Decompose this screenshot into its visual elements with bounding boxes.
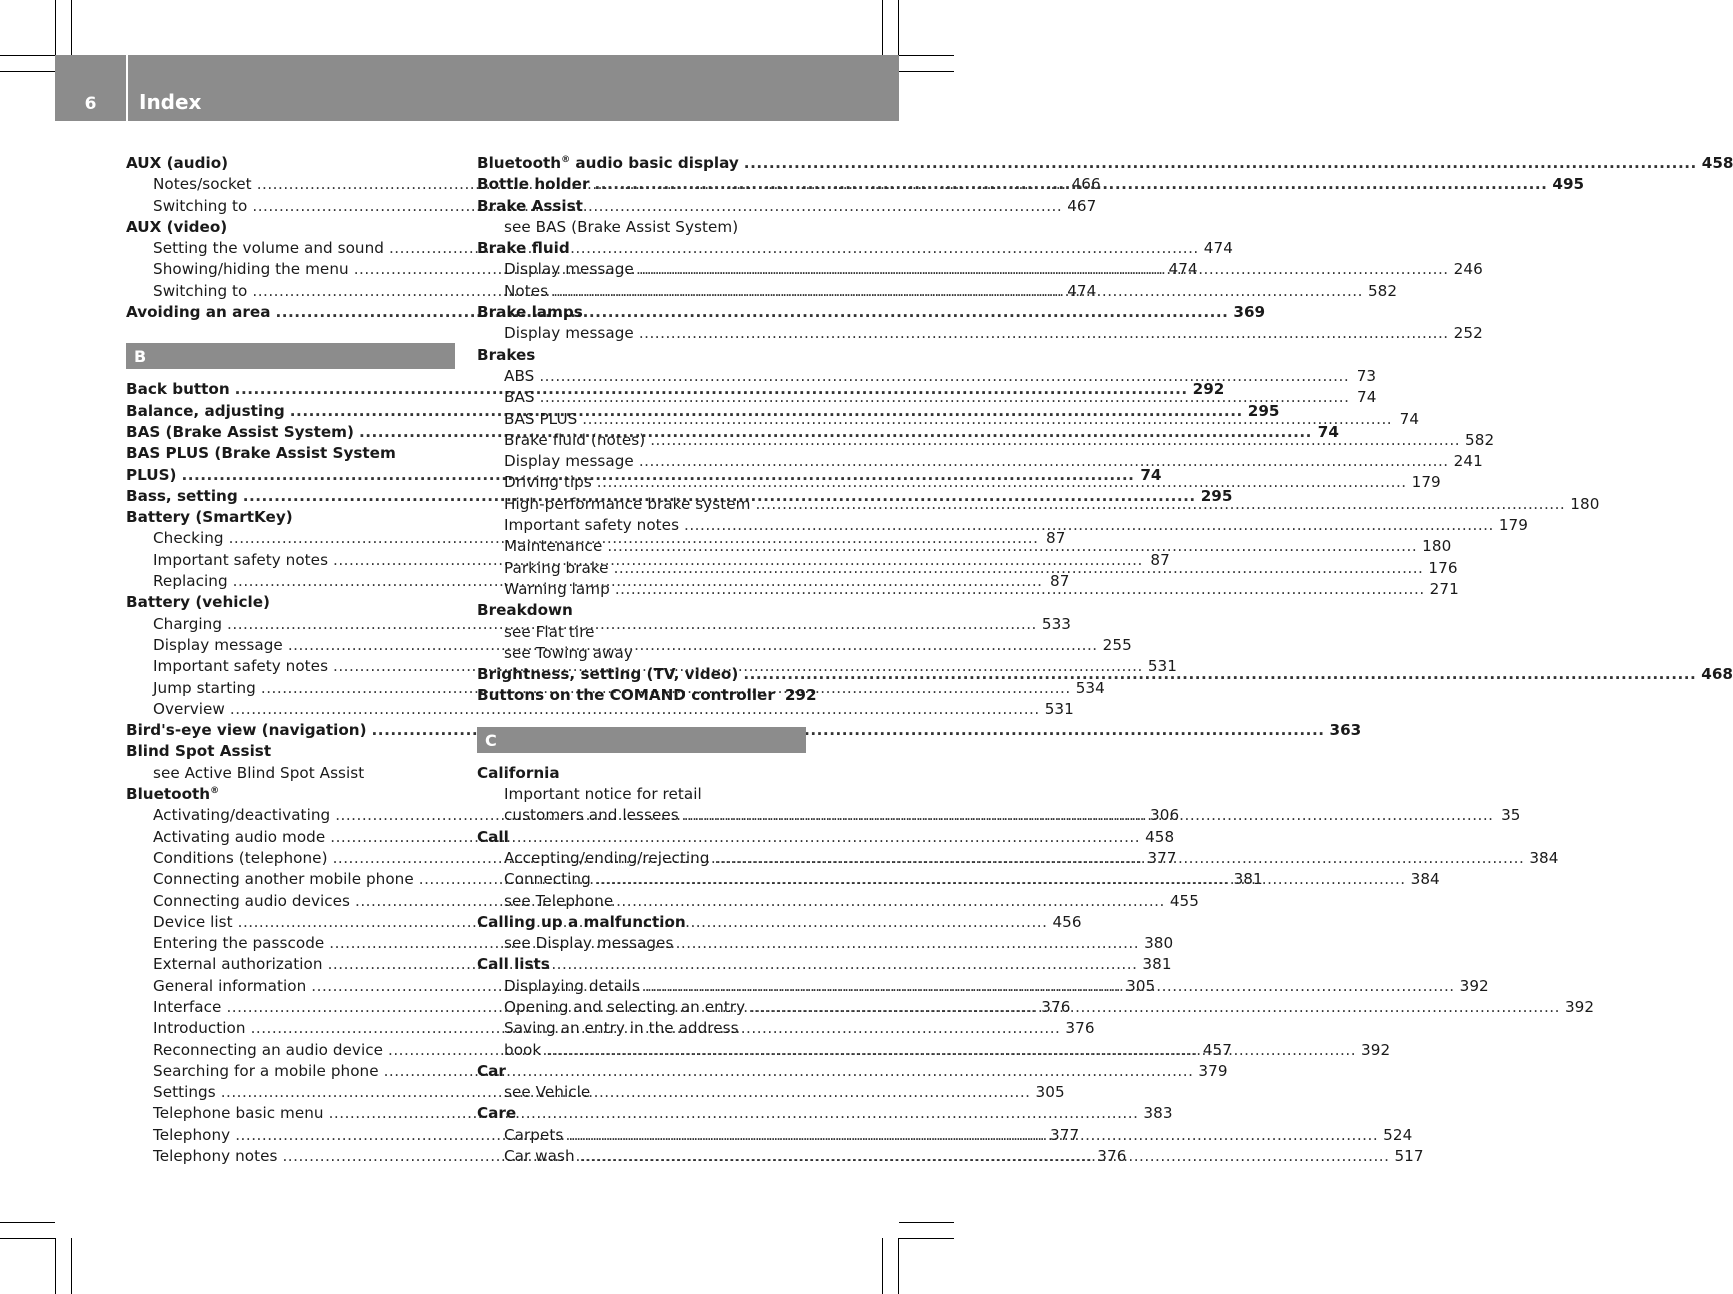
index-entry: [126, 507, 455, 528]
entry-label: Display message: [153, 635, 283, 654]
leader-dots: [639, 451, 1449, 472]
page-reference: 392: [1361, 1040, 1391, 1059]
entry-label: Interface: [153, 997, 222, 1016]
page-reference: 179: [1411, 473, 1441, 492]
entry-label: ABS: [504, 366, 535, 385]
entry-label: Brightness, setting (TV, video): [477, 665, 739, 684]
index-entry: [477, 153, 1733, 174]
page-reference: 292: [784, 686, 817, 705]
leader-dots: [582, 409, 1392, 430]
section-header: C: [477, 727, 806, 753]
leader-dots: [684, 515, 1494, 536]
leader-dots: [715, 848, 1525, 869]
index-subentry: [477, 217, 806, 238]
leader-dots: [546, 1040, 1356, 1061]
index-subentry: [477, 323, 1483, 344]
index-entry: [477, 196, 806, 217]
index-entry: [126, 784, 455, 805]
index-subentry: [126, 699, 1074, 720]
entry-label: Showing/hiding the menu: [153, 260, 349, 279]
index-subentry: [477, 1018, 806, 1039]
index-entry: [477, 912, 806, 933]
index-subentry: [477, 451, 1483, 472]
page-reference: 474: [1203, 239, 1233, 258]
page-reference: 74: [1399, 409, 1420, 428]
entry-label: see Vehicle: [504, 1083, 591, 1102]
index-subentry: [477, 891, 806, 912]
page-reference: 369: [1233, 303, 1266, 322]
page-reference: 457: [1202, 1040, 1232, 1059]
crop-mark: [55, 1238, 56, 1294]
page-reference: 534: [1075, 678, 1105, 697]
leader-dots: [639, 259, 1449, 280]
index-entry: [477, 685, 817, 706]
page-reference: 384: [1529, 848, 1559, 867]
leader-dots: [750, 997, 1560, 1018]
entry-label: Brake fluid (notes): [504, 430, 646, 449]
entry-label: Opening and selecting an entry: [504, 997, 746, 1016]
entry-label: External authorization: [153, 955, 323, 974]
index-subentry: [477, 1082, 806, 1103]
entry-label: book: [504, 1040, 542, 1059]
entry-label: PLUS): [126, 465, 177, 484]
page-reference: 380: [1144, 934, 1174, 953]
entry-label: Bottle holder: [477, 175, 590, 194]
page-reference: 305: [1126, 976, 1156, 995]
crop-mark: [0, 71, 55, 72]
entry-label: High-performance brake system: [504, 494, 751, 513]
page-reference: 458: [1701, 154, 1733, 172]
page-reference: 379: [1198, 1061, 1228, 1080]
page-reference: 582: [1465, 430, 1495, 449]
index-subentry: [126, 763, 455, 784]
leader-dots: [580, 1146, 1390, 1167]
entry-label: Charging: [153, 614, 223, 633]
index-entry: [477, 302, 806, 323]
entry-label: Activating audio mode: [153, 827, 326, 846]
entry-label: Switching to: [153, 196, 248, 215]
page-reference: 376: [1065, 1019, 1095, 1038]
page-number: 6: [84, 94, 97, 114]
entry-label: Connecting another mobile phone: [153, 870, 414, 889]
entry-label: Display message: [504, 452, 634, 471]
page-reference: 292: [1192, 380, 1225, 399]
page-reference: 305: [1035, 1083, 1065, 1102]
index-entry: [477, 827, 806, 848]
entry-label: Telephony: [153, 1125, 231, 1144]
entry-label: Call: [477, 827, 509, 846]
entry-label: Breakdown: [477, 601, 573, 620]
page-reference: 392: [1564, 997, 1595, 1016]
page-reference: 384: [1410, 870, 1440, 889]
entry-label: Care: [477, 1104, 517, 1123]
page-reference: 252: [1453, 324, 1483, 343]
header-divider: [126, 55, 128, 121]
page-reference: 74: [1356, 388, 1377, 407]
entry-label: Back button: [126, 380, 230, 399]
page-reference: 295: [1200, 486, 1233, 505]
entry-label: Battery (vehicle): [126, 593, 270, 612]
page-reference: 376: [1097, 1147, 1127, 1166]
entry-label: Important safety notes: [153, 550, 329, 569]
entry-label: Introduction: [153, 1019, 246, 1038]
section-header: B: [126, 343, 455, 369]
index-entry: [477, 954, 806, 975]
page-reference: 381: [1142, 955, 1172, 974]
page-reference: 363: [1329, 721, 1362, 740]
leader-dots: [743, 664, 1696, 685]
entry-label: Display message: [504, 324, 634, 343]
page-reference: 474: [1168, 260, 1198, 279]
entry-label: Conditions (telephone): [153, 848, 328, 867]
page-reference: 87: [1050, 572, 1070, 591]
page-reference: 74: [1140, 465, 1162, 484]
page-reference: 377: [1050, 1125, 1080, 1144]
leader-dots: [594, 174, 1547, 195]
page-reference: 306: [1150, 806, 1180, 825]
page-reference: 35: [1501, 806, 1521, 825]
entry-label: Buttons on the COMAND controller: [477, 686, 775, 705]
page-reference: 246: [1453, 260, 1483, 279]
leader-dots: [596, 869, 1406, 890]
page-reference: 271: [1429, 579, 1459, 598]
page-reference: 376: [1041, 997, 1071, 1016]
page-reference: 458: [1145, 827, 1175, 846]
leader-dots: [614, 558, 1424, 579]
page-reference: 474: [1067, 281, 1097, 300]
entry-label: Checking: [153, 529, 224, 548]
leader-dots: [568, 1125, 1378, 1146]
entry-label: Overview: [153, 699, 225, 718]
entry-label: Device list: [153, 912, 233, 931]
page-reference: 466: [1071, 175, 1101, 194]
crop-mark: [899, 71, 954, 72]
page-reference: 381: [1233, 870, 1263, 889]
page-reference: 179: [1498, 516, 1528, 535]
entry-label: see Display messages: [504, 934, 674, 953]
index-subentry: [477, 933, 806, 954]
leader-dots: [539, 366, 1349, 387]
crop-mark: [71, 0, 72, 55]
entry-label: Searching for a mobile phone: [153, 1061, 379, 1080]
page-reference: 377: [1147, 848, 1177, 867]
entry-label: Call lists: [477, 955, 550, 974]
index-entry: [477, 1061, 806, 1082]
index-entry: [126, 592, 455, 613]
entry-label: customers and lessees: [504, 806, 679, 825]
crop-mark: [882, 0, 883, 55]
index-entry: [477, 600, 806, 621]
page-reference: 180: [1422, 537, 1452, 556]
entry-label: Settings: [153, 1083, 216, 1102]
crop-mark: [898, 0, 899, 55]
crop-mark: [55, 0, 56, 55]
crop-mark: [898, 1238, 899, 1294]
entry-label: Notes: [504, 281, 549, 300]
index-subentry: [477, 622, 806, 643]
leader-dots: [645, 976, 1455, 997]
page-reference: 533: [1041, 614, 1071, 633]
leader-dots: [684, 805, 1494, 826]
page-reference: 255: [1102, 635, 1132, 654]
index-entry: [126, 720, 1362, 741]
leader-dots: [639, 323, 1449, 344]
entry-label: Switching to: [153, 281, 248, 300]
page-reference: 176: [1428, 558, 1458, 577]
page-reference: 495: [1552, 175, 1585, 194]
entry-label: Brake fluid: [477, 239, 570, 258]
entry-label: Notes/socket: [153, 175, 252, 194]
entry-label: Connecting audio devices: [153, 891, 351, 910]
crop-mark: [71, 1238, 72, 1294]
entry-label: Important notice for retail: [504, 785, 702, 804]
entry-label: Brake Assist: [477, 196, 583, 215]
entry-label: Important safety notes: [504, 516, 680, 535]
entry-label: Jump starting: [153, 678, 256, 697]
entry-label: General information: [153, 976, 307, 995]
entry-label: BAS PLUS (Brake Assist System: [126, 444, 396, 463]
crop-mark: [882, 1238, 883, 1294]
entry-label: Saving an entry in the address: [504, 1019, 739, 1038]
entry-label: Battery (SmartKey): [126, 508, 293, 527]
index-entry: [126, 443, 455, 464]
page-reference: 531: [1044, 699, 1074, 718]
page-reference: 524: [1383, 1125, 1413, 1144]
entry-label: Telephony notes: [153, 1147, 278, 1166]
entry-label: Avoiding an area: [126, 303, 271, 322]
entry-label: BAS PLUS: [504, 409, 578, 428]
index-subentry: [477, 784, 806, 805]
entry-label: Accepting/ending/rejecting: [504, 848, 710, 867]
page-reference: 87: [1150, 550, 1170, 569]
index-subentry: [477, 366, 1377, 387]
leader-dots: [607, 536, 1417, 557]
leader-dots: [744, 153, 1697, 174]
entry-label: Warning lamp: [504, 579, 610, 598]
entry-label: Entering the passcode: [153, 934, 325, 953]
entry-label: Parking brake: [504, 558, 609, 577]
page-reference: 383: [1143, 1104, 1173, 1123]
entry-label: BAS: [504, 388, 535, 407]
entry-label: Bird's-eye view (navigation): [126, 721, 367, 740]
entry-label: AUX (audio): [126, 154, 229, 172]
page-reference: 73: [1356, 366, 1377, 385]
leader-dots: [553, 281, 1363, 302]
page-reference: 180: [1570, 494, 1600, 513]
index-entry: [477, 238, 806, 259]
entry-label: Setting the volume and sound: [153, 239, 384, 258]
entry-label: Car wash: [504, 1147, 575, 1166]
page-reference: 582: [1367, 281, 1398, 300]
entry-label: Bass, setting: [126, 486, 238, 505]
index-subentry: [477, 515, 1528, 536]
entry-label: Blind Spot Assist: [126, 742, 272, 761]
entry-label: Car: [477, 1061, 506, 1080]
page-reference: 531: [1147, 657, 1177, 676]
page-reference: 455: [1169, 891, 1199, 910]
entry-label: Displaying details: [504, 976, 640, 995]
page-reference: 295: [1247, 401, 1280, 420]
entry-label: Balance, adjusting: [126, 401, 285, 420]
crop-mark: [0, 1238, 55, 1239]
leader-dots: [597, 472, 1407, 493]
index-entry: [126, 217, 455, 238]
index-subentry: [126, 869, 1263, 890]
entry-label: Replacing: [153, 572, 228, 591]
crop-mark: [0, 55, 55, 56]
crop-mark: [899, 1238, 954, 1239]
entry-label: Important safety notes: [153, 657, 329, 676]
leader-dots: [540, 387, 1350, 408]
entry-label: Reconnecting an audio device: [153, 1040, 384, 1059]
index-subentry: [477, 643, 806, 664]
crop-mark: [899, 1222, 954, 1223]
entry-label: Telephone basic menu: [153, 1104, 324, 1123]
index-entry: [126, 153, 455, 174]
crop-mark: [899, 55, 954, 56]
entry-label: Calling up a malfunction: [477, 912, 686, 931]
page-reference: 74: [1317, 422, 1339, 441]
entry-label: Bluetooth® audio basic display: [477, 154, 739, 172]
page-reference: 241: [1453, 452, 1483, 471]
entry-label: see Telephone: [504, 891, 614, 910]
index-entry: [477, 1103, 806, 1124]
page-reference: 517: [1394, 1147, 1424, 1166]
entry-label: Connecting: [504, 870, 591, 889]
entry-label: Brakes: [477, 345, 536, 364]
entry-label: Maintenance: [504, 537, 603, 556]
entry-label: AUX (video): [126, 217, 228, 236]
entry-label: BAS (Brake Assist System): [126, 422, 354, 441]
crop-mark: [0, 1222, 55, 1223]
entry-label: see Active Blind Spot Assist: [153, 763, 365, 782]
entry-label: see Flat tire: [504, 622, 595, 641]
index-entry: [477, 763, 806, 784]
index-entry: [126, 741, 455, 762]
page-reference: 468: [1701, 665, 1733, 684]
page-reference: 87: [1045, 529, 1066, 548]
page-reference: 456: [1052, 912, 1082, 931]
entry-label: Driving tips: [504, 473, 592, 492]
entry-label: Display message: [504, 260, 634, 279]
entry-label: California: [477, 763, 560, 782]
entry-label: Carpets: [504, 1125, 564, 1144]
entry-label: see Towing away: [504, 643, 633, 662]
leader-dots: [650, 430, 1460, 451]
page-title: Index: [139, 90, 202, 114]
leader-dots: [755, 494, 1565, 515]
entry-label: Activating/deactivating: [153, 806, 331, 825]
page-reference: 392: [1459, 976, 1489, 995]
entry-label: Bluetooth®: [126, 785, 220, 804]
leader-dots: [615, 579, 1425, 600]
page-reference: 467: [1067, 196, 1097, 215]
entry-label: see BAS (Brake Assist System): [504, 217, 739, 236]
entry-label: Brake lamps: [477, 303, 583, 322]
index-entry: [477, 345, 806, 366]
